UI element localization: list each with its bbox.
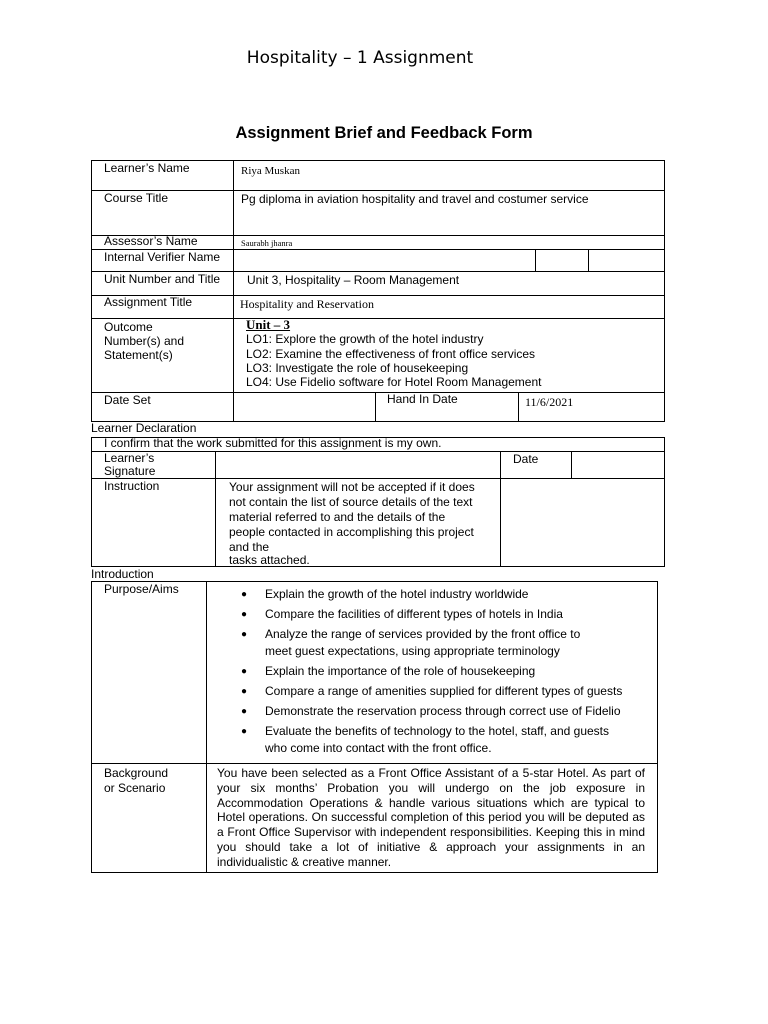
outcome-lo4: LO4: Use Fidelio software for Hotel Room Management xyxy=(246,375,542,389)
instruction-line-5: and the xyxy=(229,540,270,554)
outcome-label-line-2: Number(s) and xyxy=(104,334,185,348)
learner-name-label-cell xyxy=(91,160,234,191)
learner-name-value-cell xyxy=(233,160,665,191)
aims-label: Purpose/Aims xyxy=(104,582,179,596)
instruction-line-4: people contacted in accomplishing this project xyxy=(229,525,474,539)
verifier-value-cell xyxy=(233,249,536,272)
assessor-label-cell xyxy=(91,235,234,250)
verifier-extra-cell-1 xyxy=(535,249,589,272)
instruction-label-cell xyxy=(91,478,216,567)
declaration-statement: I confirm that the work submitted for this assignment is my own. xyxy=(104,437,442,450)
declaration-statement-cell xyxy=(91,437,665,452)
course-title-value-cell xyxy=(233,190,665,236)
instruction-text-cell xyxy=(215,478,501,567)
aim-item: ● Demonstrate the reservation process through correct use of Fidelio xyxy=(241,704,621,718)
assignment-title-value-cell xyxy=(233,295,665,319)
outcome-value-cell xyxy=(233,318,665,393)
date-label: Date xyxy=(513,452,539,466)
signature-label-cell xyxy=(91,451,216,479)
assignment-title-value: Hospitality and Reservation xyxy=(240,297,374,311)
background-label-line-1: Background xyxy=(104,766,169,780)
outcome-label-line-1: Outcome xyxy=(104,320,153,334)
course-title-label-cell xyxy=(91,190,234,236)
hand-in-value-cell xyxy=(518,392,665,422)
assessor-value-cell xyxy=(233,235,665,250)
instruction-line-1: Your assignment will not be accepted if it does xyxy=(229,480,475,494)
form-title: Assignment Brief and Feedback Form xyxy=(235,124,533,142)
date-set-label-cell xyxy=(91,392,234,422)
verifier-label: Internal Verifier Name xyxy=(104,250,221,264)
page-header: Hospitality – 1 Assignment xyxy=(246,48,474,68)
instruction-line-6: tasks attached. xyxy=(229,553,310,567)
verifier-extra-cell-2 xyxy=(588,249,665,272)
unit-label-cell xyxy=(91,271,234,296)
aims-list-cell xyxy=(206,581,658,764)
course-title-value: Pg diploma in aviation hospitality and travel and costumer service xyxy=(241,192,589,206)
aim-item: ● Compare the facilities of different types of hotels in India xyxy=(241,607,563,621)
date-field[interactable] xyxy=(571,451,665,479)
outcome-lo2: LO2: Examine the effectiveness of front office services xyxy=(246,347,536,361)
outcome-lo1: LO1: Explore the growth of the hotel industry xyxy=(246,332,484,346)
unit-value: Unit 3, Hospitality – Room Management xyxy=(247,273,460,287)
instruction-line-3: material referred to and the details of the xyxy=(229,510,446,524)
learner-declaration-heading: Learner Declaration xyxy=(91,421,197,435)
assignment-title-label: Assignment Title xyxy=(104,295,193,309)
outcome-label-line-3: Statement(s) xyxy=(104,348,173,362)
aim-item: ● Explain the importance of the role of housekeeping xyxy=(241,664,536,678)
background-label-cell xyxy=(91,763,207,873)
aim-item: ● Explain the growth of the hotel industry worldwide xyxy=(241,587,529,601)
date-set-label: Date Set xyxy=(104,393,151,407)
outcome-lo3: LO3: Investigate the role of housekeeping xyxy=(246,361,469,375)
hand-in-value: 11/6/2021 xyxy=(525,395,574,409)
hand-in-label-cell xyxy=(375,392,519,422)
unit-value-cell xyxy=(233,271,665,296)
signature-field[interactable] xyxy=(215,451,501,479)
aims-label-cell xyxy=(91,581,207,764)
aims-list xyxy=(235,586,622,760)
course-title-label: Course Title xyxy=(104,191,169,205)
background-label-line-2: or Scenario xyxy=(104,781,166,795)
date-set-value-cell xyxy=(233,392,376,422)
signature-label-line-1: Learner’s xyxy=(104,451,155,465)
assessor-label: Assessor’s Name xyxy=(104,235,198,248)
aim-item: ● Compare a range of amenities supplied for different types of guests xyxy=(241,684,623,698)
background-text: You have been selected as a Front Office Assistant of a 5-star Hotel. As part of your six months’ Probation you will undergo on the job exposure in Accommodation Operations & handle various situations which are typical to Hotel operations. On successful completion of this period you will be deputed as a Front Office Supervisor with independent responsibilities. Keeping this in mind you should take a lot of initiative & approach your assignments in an individualistic & creative manner. xyxy=(217,766,645,869)
instruction-blank-cell xyxy=(500,478,665,567)
outcome-label-cell xyxy=(91,318,234,393)
aim-item: ● Analyze the range of services provided by the front office to meet guest expectations, using appropriate terminology xyxy=(241,627,581,658)
introduction-heading: Introduction xyxy=(91,567,154,581)
signature-label-line-2: Signature xyxy=(104,464,156,478)
unit-label: Unit Number and Title xyxy=(104,272,221,286)
learner-name-label: Learner’s Name xyxy=(104,161,190,175)
verifier-label-cell xyxy=(91,249,234,272)
assignment-title-label-cell xyxy=(91,295,234,319)
background-text-cell xyxy=(206,763,658,873)
instruction-label: Instruction xyxy=(104,479,160,493)
assessor-value: Saurabh jhanra xyxy=(241,238,293,248)
instruction-line-2: not contain the list of source details of the text xyxy=(229,495,473,509)
learner-name-value: Riya Muskan xyxy=(241,165,300,177)
aim-item: ● Evaluate the benefits of technology to the hotel, staff, and guests who come into contact with the front office. xyxy=(241,724,610,755)
date-label-cell xyxy=(500,451,572,479)
hand-in-label: Hand In Date xyxy=(387,392,458,406)
outcome-unit: Unit – 3 xyxy=(246,318,291,332)
